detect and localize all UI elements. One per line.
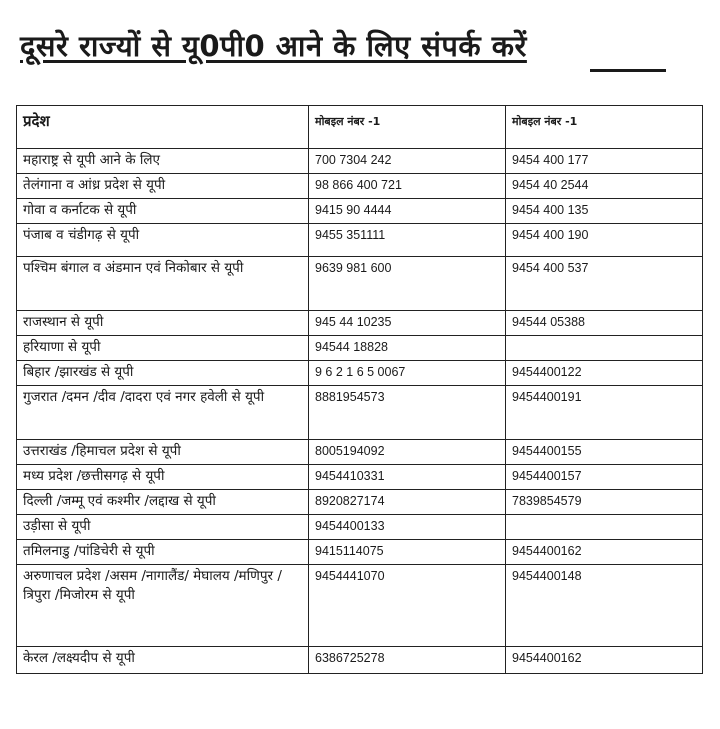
table-row — [17, 490, 703, 515]
mobile-1-cell: 8920827174 — [309, 490, 506, 515]
page-title: दूसरे राज्यों से यू0पी0 आने के लिए संपर्क करें — [20, 29, 527, 63]
mobile-1-cell: 700 7304 242 — [309, 149, 506, 174]
mobile-2-cell: 9454400157 — [506, 465, 703, 490]
mobile-1-cell: 8881954573 — [309, 386, 506, 440]
table-row — [17, 199, 703, 224]
table-row — [17, 361, 703, 386]
state-cell: गोवा व कर्नाटक से यूपी — [17, 199, 309, 224]
table-row — [17, 565, 703, 647]
header-mobile-2: मोबइल नंबर -1 — [506, 106, 703, 149]
mobile-1-cell: 9 6 2 1 6 5 0067 — [309, 361, 506, 386]
state-cell: उड़ीसा से यूपी — [17, 515, 309, 540]
mobile-1-cell: 6386725278 — [309, 647, 506, 674]
table-row — [17, 465, 703, 490]
state-cell: अरुणाचल प्रदेश /असम /नागालैंड/ मेघालय /मणिपुर /त्रिपुरा /मिजोरम से यूपी — [17, 565, 309, 647]
table-header-row — [17, 106, 703, 149]
mobile-1-cell: 945 44 10235 — [309, 311, 506, 336]
mobile-2-cell: 9454 40 2544 — [506, 174, 703, 199]
mobile-2-cell: 7839854579 — [506, 490, 703, 515]
table-row — [17, 647, 703, 674]
state-cell: राजस्थान से यूपी — [17, 311, 309, 336]
mobile-2-cell: 94544 05388 — [506, 311, 703, 336]
table-row — [17, 515, 703, 540]
mobile-2-cell — [506, 336, 703, 361]
title-underline — [590, 69, 666, 72]
mobile-2-cell: 9454 400 190 — [506, 224, 703, 257]
mobile-1-cell: 94544 18828 — [309, 336, 506, 361]
state-cell: महाराष्ट्र से यूपी आने के लिए — [17, 149, 309, 174]
state-cell: बिहार /झारखंड से यूपी — [17, 361, 309, 386]
table-row — [17, 174, 703, 199]
mobile-2-cell: 9454400162 — [506, 647, 703, 674]
state-cell: गुजरात /दमन /दीव /दादरा एवं नगर हवेली से यूपी — [17, 386, 309, 440]
mobile-2-cell: 9454 400 177 — [506, 149, 703, 174]
table-row — [17, 311, 703, 336]
table-row — [17, 149, 703, 174]
state-cell: तेलंगाना व आंध्र प्रदेश से यूपी — [17, 174, 309, 199]
mobile-2-cell: 9454400191 — [506, 386, 703, 440]
mobile-2-cell — [506, 515, 703, 540]
state-cell: केरल /लक्ष्यदीप से यूपी — [17, 647, 309, 674]
table-row — [17, 224, 703, 257]
mobile-2-cell: 9454 400 135 — [506, 199, 703, 224]
table-row — [17, 336, 703, 361]
table-row — [17, 540, 703, 565]
header-state: प्रदेश — [17, 106, 309, 149]
state-cell: पश्चिम बंगाल व अंडमान एवं निकोबार से यूपी — [17, 257, 309, 311]
contacts-table — [16, 105, 703, 674]
mobile-2-cell: 9454400155 — [506, 440, 703, 465]
state-cell: तमिलनाडु /पांडिचेरी से यूपी — [17, 540, 309, 565]
state-cell: पंजाब व चंडीगढ़ से यूपी — [17, 224, 309, 257]
mobile-1-cell: 9455 351111 — [309, 224, 506, 257]
header-mobile-1: मोबइल नंबर -1 — [309, 106, 506, 149]
table-row — [17, 257, 703, 311]
mobile-1-cell: 9454441070 — [309, 565, 506, 647]
mobile-1-cell: 9454410331 — [309, 465, 506, 490]
mobile-2-cell: 9454400122 — [506, 361, 703, 386]
mobile-1-cell: 98 866 400 721 — [309, 174, 506, 199]
state-cell: हरियाणा से यूपी — [17, 336, 309, 361]
state-cell: दिल्ली /जम्मू एवं कश्मीर /लद्दाख से यूपी — [17, 490, 309, 515]
table-row — [17, 386, 703, 440]
mobile-2-cell: 9454 400 537 — [506, 257, 703, 311]
mobile-1-cell: 9639 981 600 — [309, 257, 506, 311]
mobile-2-cell: 9454400162 — [506, 540, 703, 565]
mobile-1-cell: 9415 90 4444 — [309, 199, 506, 224]
table-row — [17, 440, 703, 465]
mobile-1-cell: 9415114075 — [309, 540, 506, 565]
mobile-1-cell: 8005194092 — [309, 440, 506, 465]
mobile-2-cell: 9454400148 — [506, 565, 703, 647]
state-cell: उत्तराखंड /हिमाचल प्रदेश से यूपी — [17, 440, 309, 465]
mobile-1-cell: 9454400133 — [309, 515, 506, 540]
state-cell: मध्य प्रदेश /छत्तीसगढ़ से यूपी — [17, 465, 309, 490]
